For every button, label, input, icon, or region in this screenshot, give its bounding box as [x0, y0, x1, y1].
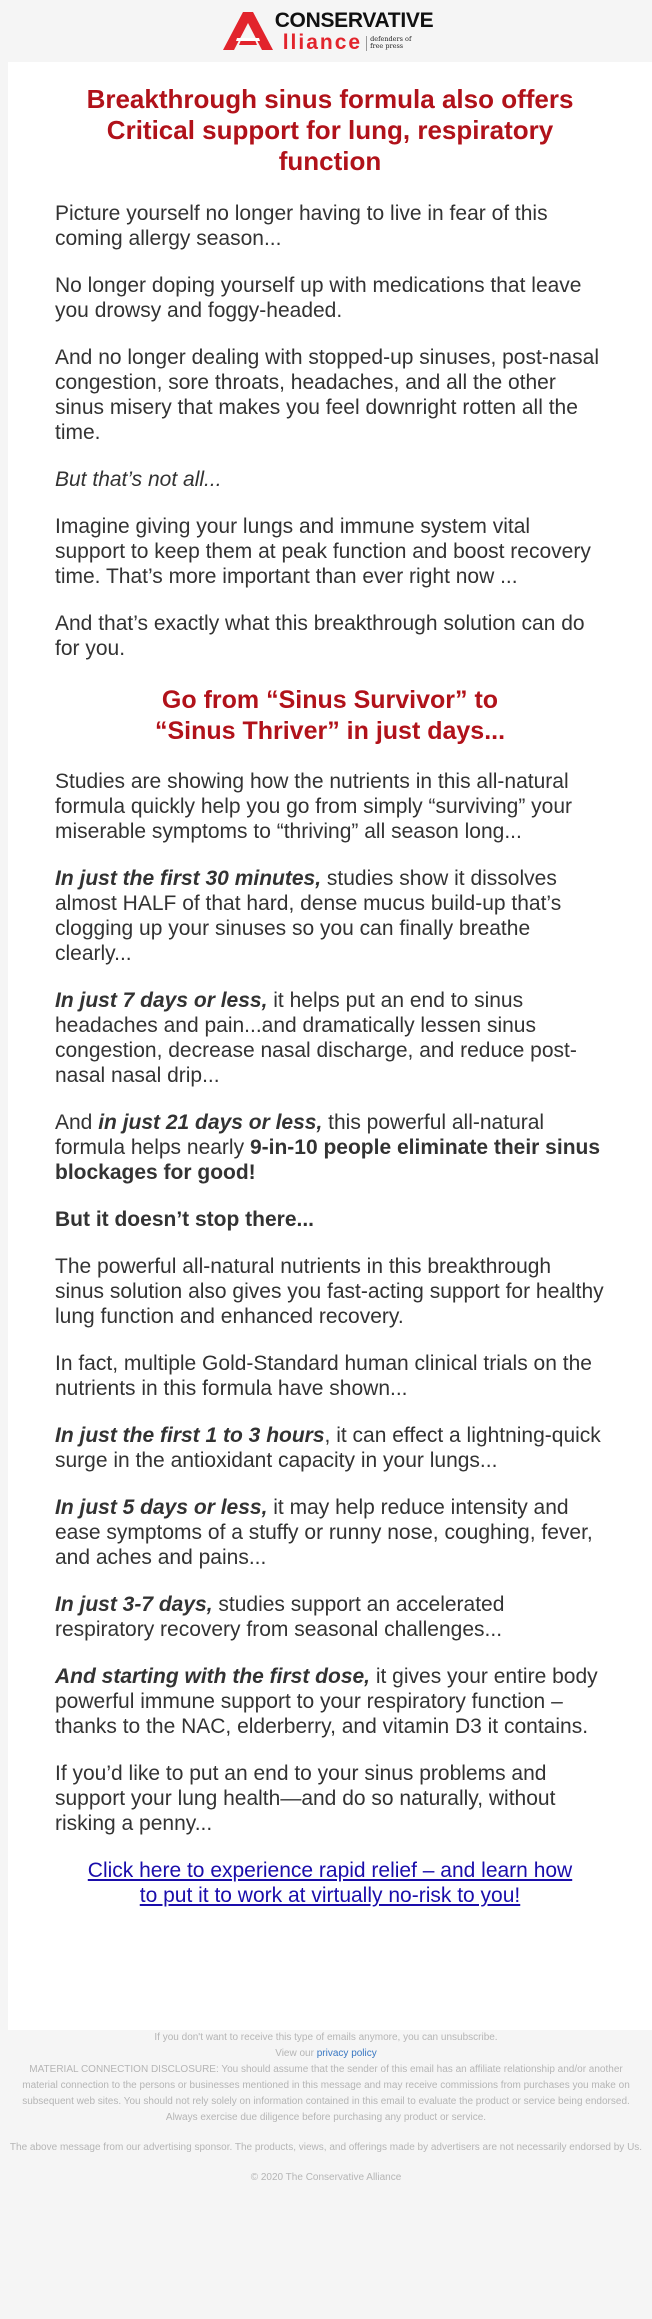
clinical-3-7-days	[55, 1592, 605, 1642]
clinical-lead: And starting with the first dose,	[55, 1665, 371, 1688]
benefit-lead: in just 21 days or less,	[98, 1111, 323, 1134]
benefit-lead: In just 7 days or less,	[55, 989, 268, 1012]
clinical-text: , it can effect a lightning-quick surge in the antioxidant capacity in your lungs...	[55, 1424, 601, 1472]
not-all-paragraph	[55, 467, 605, 492]
copyright: © 2020 The Conservative Alliance	[250, 2172, 402, 2183]
benefit-lead: In just the first 30 minutes,	[55, 867, 322, 890]
sponsor-notice: The above message from our advertising sponsor. The products, views, and offerings made by advertisers are not necessarily endorsed by Us.	[9, 2142, 643, 2153]
clinical-text: it may help reduce intensity and ease symptoms of a stuffy or runny nose, coughing, fever, and aches and pains...	[55, 1496, 593, 1569]
clinical-lead: In just 5 days or less,	[55, 1496, 268, 1519]
benefit-strong: 9-in-10 people eliminate their sinus blockages for good!	[55, 1136, 601, 1184]
intro2-paragraph-2: And that’s exactly what this breakthrough solution can do for you.	[55, 612, 585, 660]
logo-bottom-row	[283, 32, 434, 53]
studies-paragraph: Studies are showing how the nutrients in this all-natural formula quickly help you go from simply “surviving” your miserable symptoms to “thriving” all season long...	[55, 770, 573, 843]
intro2-paragraph-1: Imagine giving your lungs and immune system vital support to keep them at peak function and boost recovery time. That’s more important than ever right now ...	[55, 515, 591, 588]
benefit-7-days	[55, 988, 605, 1088]
material-connection-disclosure: MATERIAL CONNECTION DISCLOSURE: You should assume that the sender of this email has an affiliate relationship and/or another material connection to the persons or businesses mentioned in this message and may receive commissions from purchases you make on subsequent web sites. You should not rely solely on information contained in this email to evaluate the product or service being endorsed. Always exercise due diligence before purchasing any product or service.	[22, 2064, 630, 2123]
headline: Breakthrough sinus formula also offers Critical support for lung, respiratory function	[86, 84, 574, 176]
logo-tagline-1: defenders of	[370, 35, 412, 44]
privacy-policy-link[interactable]: privacy policy	[316, 2048, 377, 2059]
clinical-lead: In just 3-7 days,	[55, 1593, 213, 1616]
clinical-1-to-3-hours	[55, 1423, 605, 1473]
header	[0, 0, 652, 62]
privacy-line	[0, 2046, 652, 2062]
subheadline-line-1: Go from “Sinus Survivor” to	[161, 686, 499, 714]
subheadline	[55, 685, 605, 747]
unsubscribe-text[interactable]: If you don't want to receive this type of emails anymore, you can unsubscribe.	[154, 2032, 498, 2043]
benefit-text: it helps put an end to sinus headaches and pain...and dramatically lessen sinus congestion, decrease nasal discharge, and reduce post-nasal nasal drip...	[55, 989, 577, 1087]
conservative-alliance-logo[interactable]	[219, 10, 434, 53]
logo-conservative: CONSERVATIVE	[274, 8, 434, 32]
cta-link[interactable]: Click here to experience rapid relief – and learn how to put it to work at virtually no-risk to you!	[87, 1859, 573, 1907]
benefit-and: And	[55, 1111, 99, 1134]
intro-paragraph-2: No longer doping yourself up with medications that leave you drowsy and foggy-headed.	[55, 274, 582, 322]
logo-wordmark	[261, 10, 434, 53]
clinical-5-days	[55, 1495, 605, 1570]
clinical-first-dose	[55, 1664, 605, 1739]
benefit-21-days	[55, 1110, 605, 1185]
clinical-text: studies support an accelerated respiratory recovery from seasonal challenges...	[55, 1593, 505, 1641]
benefit-30-minutes	[55, 866, 605, 966]
email-body-card	[8, 62, 652, 2030]
benefit-text: studies show it dissolves almost HALF of that hard, dense mucus build-up that’s clogging up your sinuses so you can finally breathe clearly...	[55, 867, 562, 965]
email-content	[8, 62, 652, 1908]
in-fact-paragraph: In fact, multiple Gold-Standard human clinical trials on the nutrients in this formula have shown...	[55, 1352, 592, 1400]
logo-alliance: lliance	[282, 30, 363, 54]
clinical-lead: In just the first 1 to 3 hours	[55, 1424, 325, 1447]
footer	[0, 2030, 652, 2186]
powerful-paragraph: The powerful all-natural nutrients in this breakthrough sinus solution also gives you fast-acting support for healthy lung function and enhanced recovery.	[55, 1255, 604, 1328]
logo-tagline	[366, 36, 411, 50]
intro-paragraph-1: Picture yourself no longer having to live in fear of this coming allergy season...	[55, 202, 548, 250]
view-our-text: View our	[275, 2048, 317, 2059]
benefit-text: this powerful all-natural formula helps nearly	[55, 1111, 545, 1159]
closing-paragraph: If you’d like to put an end to your sinus problems and support your lung health—and do so naturally, without risking a penny...	[55, 1762, 556, 1835]
clinical-text: it gives your entire body powerful immune support to your respiratory function – thanks to the NAC, elderberry, and vitamin D3 it contains.	[55, 1665, 598, 1738]
subheadline-line-2: “Sinus Thriver” in just days...	[154, 717, 506, 745]
not-all-text: But that’s not all...	[55, 468, 222, 491]
logo-tagline-2: free press	[370, 42, 404, 51]
doesnt-stop-paragraph: But it doesn’t stop there...	[55, 1208, 315, 1231]
intro-paragraph-3: And no longer dealing with stopped-up sinuses, post-nasal congestion, sore throats, headaches, and all the other sinus misery that makes you feel downright rotten all the time.	[55, 346, 600, 444]
